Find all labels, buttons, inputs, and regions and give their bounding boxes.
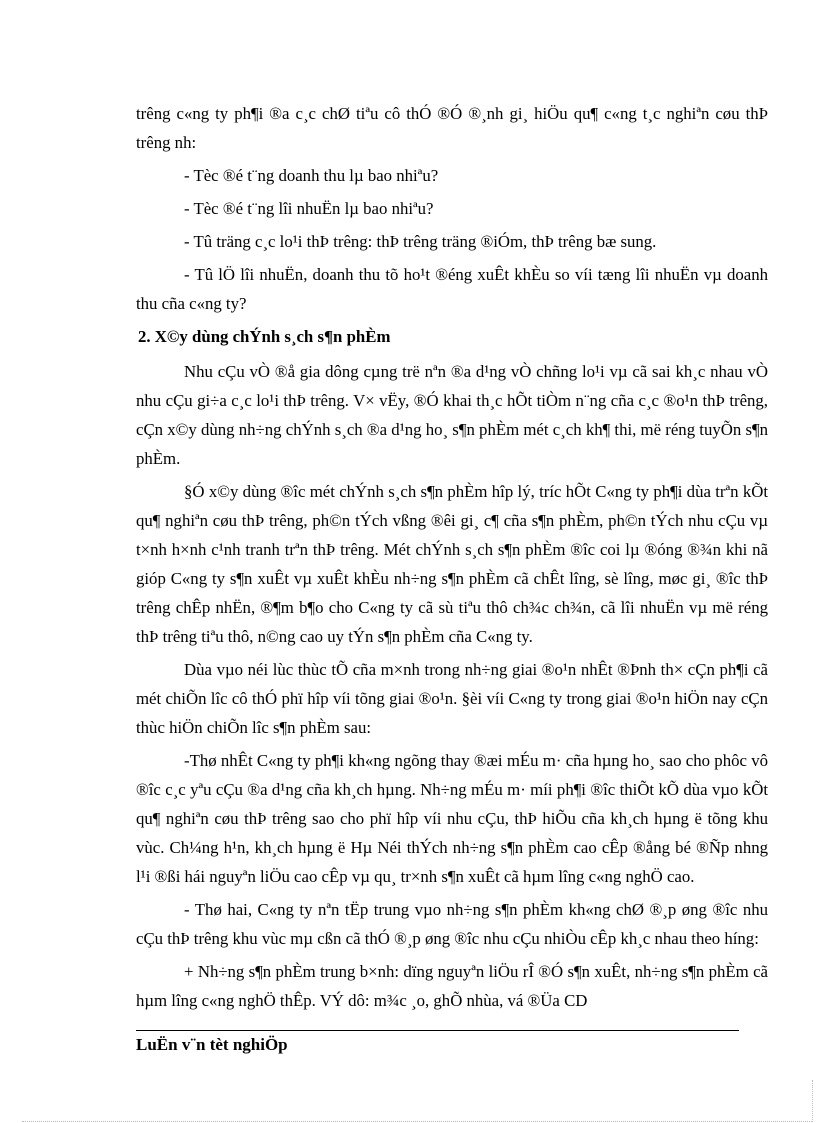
document-body: [136, 99, 768, 1019]
footer-rule: [136, 1030, 739, 1031]
paragraph: Nhu cÇu vÒ ®å gia dông cµng trë nªn ®a d¹ng vÒ chñng lo¹i vµ cã sai kh¸c nhau vÒ nhu cÇu gi÷a c¸c lo¹i thÞ trêng. V× vËy, ®Ó khai th¸c hÕt tiÒm n¨ng cña c¸c ®o¹n thÞ trêng, cÇn x©y dùng nh÷ng chÝnh s¸ch ®a d¹ng ho¸ s¶n phÈm mét c¸ch kh¶ thi, më réng tuyÕn s¶n phÈm.: [136, 362, 768, 468]
paragraph: - Tèc ®é t¨ng lîi nhuËn lµ bao nhiªu?: [184, 199, 434, 218]
paragraph: §Ó x©y dùng ®îc mét chÝnh s¸ch s¶n phÈm hîp lý, tríc hÕt C«ng ty ph¶i dùa trªn kÕt qu¶ nghiªn cøu thÞ trêng, ph©n tÝch vßng ®êi gi¸ c¶ cña s¶n phÈm, ph©n tÝch nhu cÇu vµ t×nh h×nh c¹nh tranh trªn thÞ trêng. Mét chÝnh s¸ch s¶n phÈm ®îc coi lµ ®óng ®¾n khi nã gióp C«ng ty s¶n xuÊt vµ xuÊt khÈu nh÷ng s¶n phÈm cã chÊt lîng, sè lîng, møc gi¸ ®îc thÞ trêng chÊp nhËn, ®¶m b¶o cho C«ng ty cã sù tiªu thô ch¾c ch¾n, cã lîi nhuËn vµ më réng thÞ trêng tiªu thô, n©ng cao uy tÝn s¶n phÈm cña C«ng ty.: [136, 482, 768, 646]
paragraph: - Thø hai, C«ng ty nªn tËp trung vµo nh÷ng s¶n phÈm kh«ng chØ ®¸p øng ®îc nhu cÇu thÞ trêng khu vùc mµ cßn cã thÓ ®¸p øng ®îc nhu cÇu nhiÒu cÊp kh¸c nhau theo híng:: [136, 900, 768, 948]
paragraph: - Tèc ®é t¨ng doanh thu lµ bao nhiªu?: [184, 166, 439, 185]
paragraph: -Thø nhÊt C«ng ty ph¶i kh«ng ngõng thay ®æi mÉu m· cña hµng ho¸ sao cho phôc vô ®îc c¸c yªu cÇu ®a d¹ng cña kh¸ch hµng. Nh÷ng mÉu m· míi ph¶i ®îc thiÕt kÕ dùa vµo kÕt qu¶ nghiªn cøu thÞ trêng sao cho phï hîp víi nhu cÇu, thÞ hiÕu cña kh¸ch hµng ë tõng khu vùc. Ch¼ng h¹n, kh¸ch hµng ë Hµ Néi thÝch nh÷ng s¶n phÈm cao cÊp ®ång bé ®Ñp nhng l¹i ®ßi hái nguyªn liÖu cao cÊp vµ qu¸ tr×nh s¶n xuÊt cã hµm lîng c«ng nghÖ cao.: [136, 751, 768, 886]
page-edge-dotted-vertical: [812, 1080, 813, 1122]
footer-title: LuËn v¨n tèt nghiÖp: [136, 1035, 288, 1054]
paragraph: trêng c«ng ty ph¶i ®a c¸c chØ tiªu cô thÓ ®Ó ®¸nh gi¸ hiÖu qu¶ c«ng t¸c nghiªn cøu thÞ trêng nh:: [136, 104, 768, 152]
paragraph: Dùa vµo néi lùc thùc tÕ cña m×nh trong nh÷ng giai ®o¹n nhÊt ®Þnh th× cÇn ph¶i cã mét chiÕn lîc cô thÓ phï hîp víi tõng giai ®o¹n. §èi víi C«ng ty trong giai ®o¹n hiÖn nay cÇn thùc hiÖn chiÕn lîc s¶n phÈm sau:: [136, 660, 768, 737]
page-edge-dotted-line: [22, 1121, 812, 1122]
section-heading: 2. X©y dùng chÝnh s¸ch s¶n phÈm: [138, 327, 391, 346]
paragraph: - Tû träng c¸c lo¹i thÞ trêng: thÞ trêng träng ®iÓm, thÞ trêng bæ sung.: [184, 232, 657, 251]
paragraph: + Nh÷ng s¶n phÈm trung b×nh: dïng nguyªn liÖu rÎ ®Ó s¶n xuÊt, nh÷ng s¶n phÈm cã hµm lîng c«ng nghÖ thÊp. VÝ dô: m¾c ¸o, ghÕ nhùa, vá ®Üa CD: [136, 962, 768, 1010]
paragraph: - Tû lÖ lîi nhuËn, doanh thu tõ ho¹t ®éng xuÊt khÈu so víi tæng lîi nhuËn vµ doanh thu cña c«ng ty?: [136, 265, 768, 313]
